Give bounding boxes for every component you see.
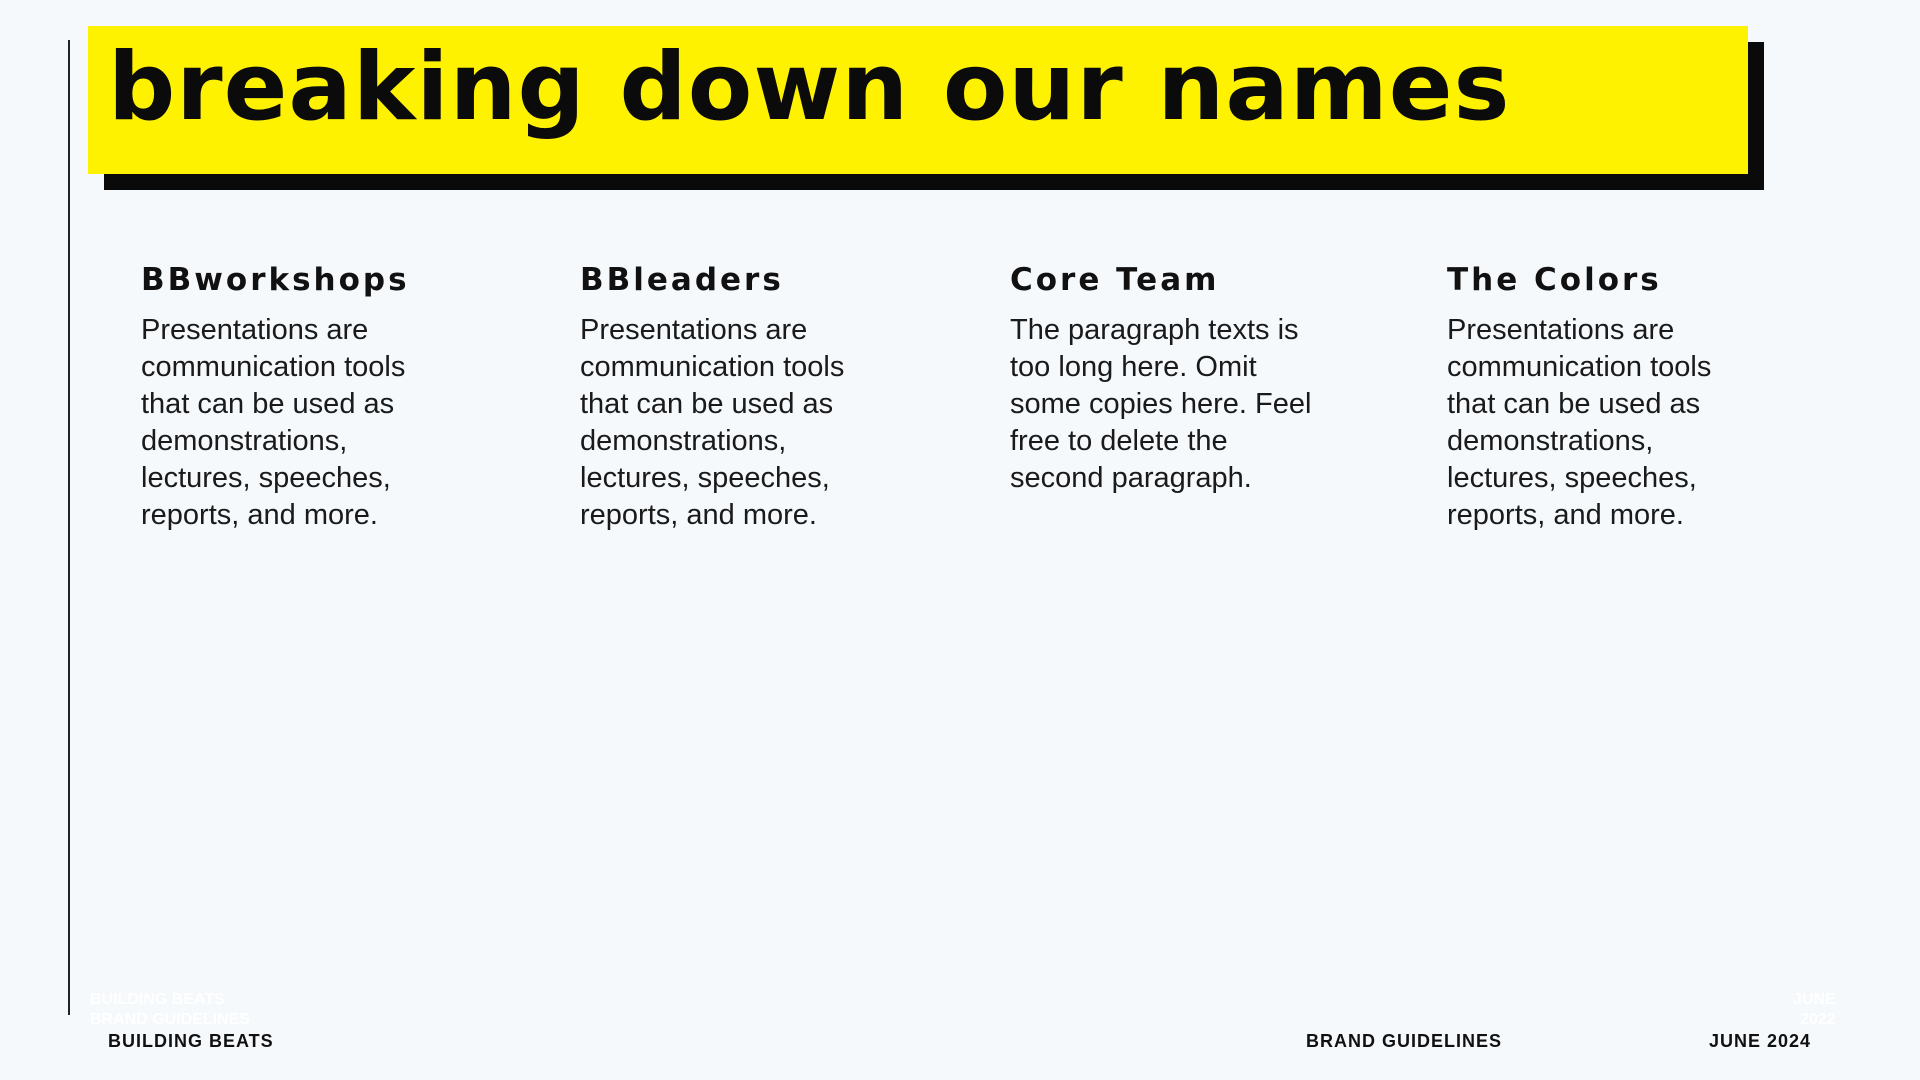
body-line: communication tools: [1447, 351, 1712, 383]
column-heading: BBworkshops: [141, 262, 410, 298]
page-title: breaking down our names: [108, 33, 1511, 142]
column-body: [141, 312, 521, 534]
body-line: free to delete the: [1010, 425, 1228, 457]
body-line: lectures, speeches,: [141, 462, 391, 494]
ghost-text: JUNE: [1793, 991, 1836, 1008]
column-body: [580, 312, 960, 534]
body-line: lectures, speeches,: [1447, 462, 1697, 494]
column-heading: Core Team: [1010, 262, 1220, 298]
body-line: demonstrations,: [580, 425, 787, 457]
left-vertical-rule: [68, 40, 70, 1015]
body-line: that can be used as: [1447, 388, 1701, 420]
footer-brand-name: BUILDING BEATS: [108, 1031, 274, 1051]
ghost-text: BRAND GUIDELINES: [90, 1011, 251, 1028]
ghost-footer-left: [90, 990, 250, 1030]
body-line: second paragraph.: [1010, 462, 1252, 494]
body-line: some copies here. Feel: [1010, 388, 1312, 420]
body-line: communication tools: [141, 351, 406, 383]
body-line: reports, and more.: [1447, 499, 1684, 531]
title-banner: [88, 26, 1748, 174]
body-line: reports, and more.: [580, 499, 817, 531]
column-body: [1447, 312, 1827, 534]
body-line: communication tools: [580, 351, 845, 383]
column-bbworkshops: [141, 258, 521, 534]
body-line: Presentations are: [1447, 314, 1675, 346]
body-line: too long here. Omit: [1010, 351, 1257, 383]
column-bbleaders: [580, 258, 960, 534]
body-line: Presentations are: [141, 314, 369, 346]
body-line: reports, and more.: [141, 499, 378, 531]
body-line: The paragraph texts is: [1010, 314, 1299, 346]
ghost-footer-right: [1793, 990, 1836, 1030]
body-line: Presentations are: [580, 314, 808, 346]
column-the-colors: [1447, 258, 1827, 534]
column-core-team: [1010, 258, 1390, 497]
ghost-text: 2022: [1800, 1011, 1836, 1028]
body-line: that can be used as: [580, 388, 834, 420]
footer-document-title: BRAND GUIDELINES: [1306, 1031, 1503, 1051]
column-heading: BBleaders: [580, 262, 784, 298]
body-line: lectures, speeches,: [580, 462, 830, 494]
body-line: demonstrations,: [141, 425, 348, 457]
footer-date: JUNE 2024: [1709, 1031, 1812, 1051]
body-line: that can be used as: [141, 388, 395, 420]
body-line: demonstrations,: [1447, 425, 1654, 457]
column-body: [1010, 312, 1390, 497]
column-heading: The Colors: [1447, 262, 1662, 298]
ghost-text: BUILDING BEATS: [90, 991, 225, 1008]
